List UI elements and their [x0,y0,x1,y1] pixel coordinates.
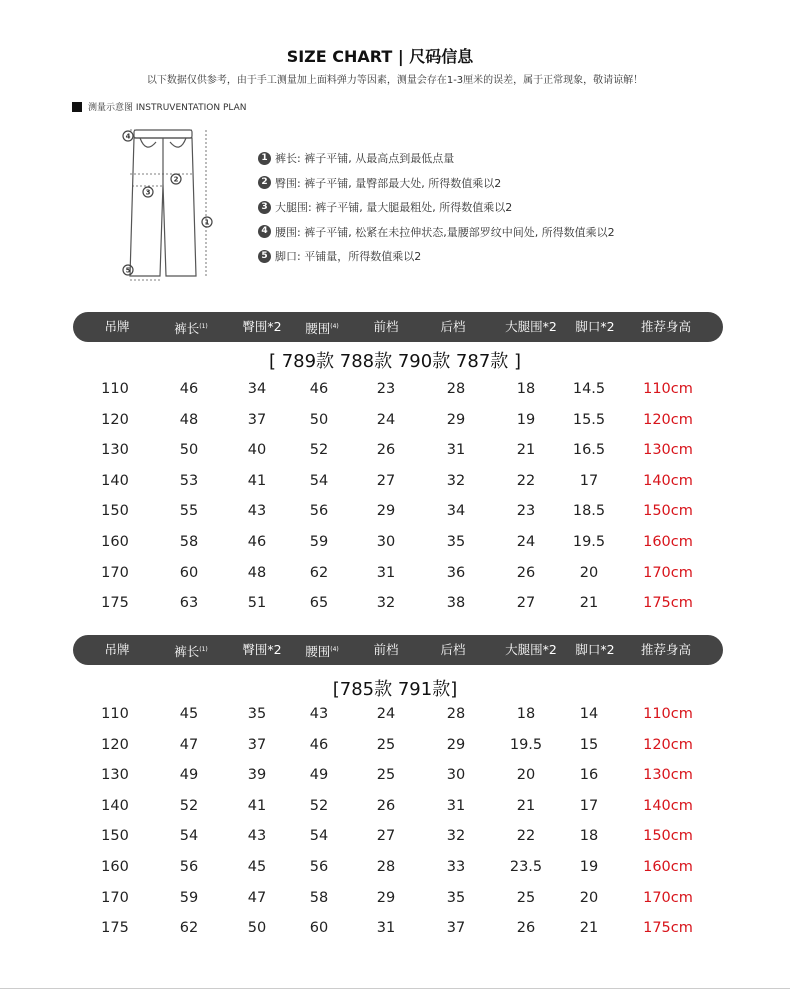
recommended-cell: 170cm [643,889,693,906]
recommended-cell: 130cm [643,767,693,784]
note-text: 腰围: 裤子平铺, 松紧在未拉伸状态,量腰部罗纹中间处, 所得数值乘以2 [275,225,615,239]
back-rise-cell: 37 [446,920,466,937]
recommended-cell: 110cm [643,381,693,397]
number-5-icon: 5 [258,250,271,263]
note-text: 脚口: 平铺量，所得数值乘以2 [275,250,422,264]
front-rise-cell: 28 [376,859,396,875]
hip-cell: 41 [247,472,267,489]
hem-cell: 17 [579,797,599,814]
hem-cell: 14 [579,706,599,722]
recommended-cell: 170cm [643,564,693,581]
note-text: 臀围: 裤子平铺, 量臀部最大处, 所得数值乘以2 [275,176,502,190]
recommended-cell: 150cm [643,503,693,520]
table-row [0,821,790,851]
hip-cell: 47 [247,889,267,906]
bottom-divider [0,988,790,989]
front-rise-cell: 29 [376,503,396,520]
length-cell: 60 [179,564,199,581]
note-item [258,244,615,269]
recommended-cell: 140cm [643,797,693,814]
table-header-2 [73,635,723,665]
front-rise-cell: 26 [376,442,396,459]
tag-cell: 130 [101,767,129,784]
hem-cell: 21 [579,595,599,612]
back-rise-cell: 31 [446,797,466,814]
table-row [0,435,790,465]
header-back-rise: 后档 [440,319,466,334]
front-rise-cell: 27 [376,472,396,489]
table-row [0,527,790,557]
header-hem: 脚口*2 [575,319,615,334]
back-rise-cell: 28 [446,706,466,722]
hem-cell: 16.5 [572,442,606,459]
hip-cell: 48 [247,564,267,581]
length-cell: 54 [179,828,199,845]
tag-cell: 175 [101,595,129,612]
table-row [0,558,790,588]
table-row [0,466,790,496]
front-rise-cell: 27 [376,828,396,845]
header-length: 裤长$^{(1)}$ [174,644,208,660]
thigh-cell: 22 [516,828,536,845]
header-hem: 脚口*2 [575,642,615,657]
hip-cell: 37 [247,411,267,428]
thigh-cell: 24 [516,534,536,550]
front-rise-cell: 30 [376,534,396,550]
hip-cell: 39 [247,767,267,784]
back-rise-cell: 31 [446,442,466,459]
waist-cell: 56 [309,503,329,520]
note-item [258,171,615,196]
tag-cell: 110 [101,706,129,722]
back-rise-cell: 38 [446,595,466,612]
hip-cell: 34 [247,381,267,397]
marker-3: 3 [145,188,151,197]
hem-cell: 21 [579,920,599,937]
recommended-cell: 120cm [643,736,693,753]
header-thigh: 大腿围*2 [505,642,557,657]
tag-cell: 140 [101,472,129,489]
tag-cell: 120 [101,736,129,753]
thigh-cell: 23.5 [509,859,543,875]
back-rise-cell: 35 [446,889,466,906]
pants-diagram-icon [108,124,228,284]
waist-cell: 56 [309,859,329,875]
waist-cell: 59 [309,534,329,550]
front-rise-cell: 31 [376,920,396,937]
recommended-cell: 160cm [643,534,693,550]
table-row [0,791,790,821]
hip-cell: 51 [247,595,267,612]
table-row [0,730,790,760]
thigh-cell: 19.5 [509,736,543,753]
waist-cell: 49 [309,767,329,784]
marker-1: 1 [204,218,210,227]
thigh-cell: 27 [516,595,536,612]
thigh-cell: 21 [516,442,536,459]
length-cell: 47 [179,736,199,753]
marker-5: 5 [125,266,131,275]
thigh-cell: 26 [516,920,536,937]
recommended-cell: 140cm [643,472,693,489]
thigh-cell: 26 [516,564,536,581]
back-rise-cell: 32 [446,828,466,845]
tag-cell: 175 [101,920,129,937]
table-row [0,374,790,404]
length-cell: 63 [179,595,199,612]
thigh-cell: 20 [516,767,536,784]
hip-cell: 37 [247,736,267,753]
hip-cell: 40 [247,442,267,459]
table-header-1 [73,312,723,342]
back-rise-cell: 32 [446,472,466,489]
table-row [0,588,790,618]
length-cell: 46 [179,381,199,397]
front-rise-cell: 25 [376,736,396,753]
hem-cell: 20 [579,564,599,581]
waist-cell: 50 [309,411,329,428]
number-2-icon: 2 [258,176,271,189]
header-length: 裤长$^{(1)}$ [174,321,208,337]
tag-cell: 170 [101,889,129,906]
square-bullet-icon [72,102,82,112]
length-cell: 53 [179,472,199,489]
thigh-cell: 22 [516,472,536,489]
header-waist: 腰围$^{(4)}$ [305,644,339,660]
recommended-cell: 150cm [643,828,693,845]
length-cell: 45 [179,706,199,722]
length-cell: 49 [179,767,199,784]
table-row [0,883,790,913]
waist-cell: 46 [309,381,329,397]
thigh-cell: 19 [516,411,536,428]
table-row [0,405,790,435]
hip-cell: 41 [247,797,267,814]
hip-cell: 46 [247,534,267,550]
length-cell: 56 [179,859,199,875]
note-text: 裤长: 裤子平铺, 从最高点到最低点量 [275,152,455,166]
hem-cell: 16 [579,767,599,784]
back-rise-cell: 35 [446,534,466,550]
header-tag: 吊牌 [104,642,130,657]
hem-cell: 19.5 [572,534,606,550]
hem-cell: 17 [579,472,599,489]
back-rise-cell: 33 [446,859,466,875]
waist-cell: 58 [309,889,329,906]
number-3-icon: 3 [258,201,271,214]
note-text: 大腿围: 裤子平铺, 量大腿最粗处, 所得数值乘以2 [275,201,513,215]
length-cell: 58 [179,534,199,550]
table-row [0,913,790,943]
back-rise-cell: 34 [446,503,466,520]
measurement-notes [258,146,615,269]
recommended-cell: 130cm [643,442,693,459]
front-rise-cell: 26 [376,797,396,814]
hem-cell: 15.5 [572,411,606,428]
tag-cell: 160 [101,534,129,550]
hip-cell: 43 [247,828,267,845]
length-cell: 59 [179,889,199,906]
plan-label [72,100,247,113]
page-title: SIZE CHART | 尺码信息 [286,47,474,66]
disclaimer-text: 以下数据仅供参考，由于手工测量加上面料弹力等因素，测量会存在1-3厘米的误差，属于正常现象，敬请谅解！ [146,75,644,86]
tag-cell: 110 [101,381,129,397]
number-4-icon: 4 [258,225,271,238]
recommended-cell: 160cm [643,859,693,875]
length-cell: 55 [179,503,199,520]
note-item [258,220,615,245]
recommended-cell: 175cm [643,920,693,937]
tag-cell: 160 [101,859,129,875]
waist-cell: 60 [309,920,329,937]
front-rise-cell: 24 [376,706,396,722]
back-rise-cell: 29 [446,411,466,428]
header-waist: 腰围$^{(4)}$ [305,321,339,337]
header-back-rise: 后档 [440,642,466,657]
front-rise-cell: 32 [376,595,396,612]
header-recommended: 推荐身高 [640,319,692,334]
waist-cell: 54 [309,828,329,845]
tag-cell: 150 [101,828,129,845]
length-cell: 50 [179,442,199,459]
recommended-cell: 175cm [643,595,693,612]
waist-cell: 62 [309,564,329,581]
hip-cell: 50 [247,920,267,937]
back-rise-cell: 28 [446,381,466,397]
recommended-cell: 110cm [643,706,693,722]
hip-cell: 35 [247,706,267,722]
tag-cell: 170 [101,564,129,581]
back-rise-cell: 29 [446,736,466,753]
back-rise-cell: 30 [446,767,466,784]
models-label-1: [ 789款 788款 790款 787款 ] [268,351,522,372]
hem-cell: 18 [579,828,599,845]
header-hip: 臀围*2 [242,319,282,334]
waist-cell: 52 [309,797,329,814]
waist-cell: 52 [309,442,329,459]
number-1-icon: 1 [258,152,271,165]
marker-4: 4 [125,132,131,141]
hem-cell: 18.5 [572,503,606,520]
thigh-cell: 23 [516,503,536,520]
tag-cell: 140 [101,797,129,814]
front-rise-cell: 23 [376,381,396,397]
tag-cell: 120 [101,411,129,428]
front-rise-cell: 24 [376,411,396,428]
header-hip: 臀围*2 [242,642,282,657]
marker-2: 2 [173,175,179,184]
table-row [0,699,790,729]
header-tag: 吊牌 [104,319,130,334]
waist-cell: 46 [309,736,329,753]
back-rise-cell: 36 [446,564,466,581]
table-row [0,760,790,790]
thigh-cell: 21 [516,797,536,814]
header-front-rise: 前档 [373,642,399,657]
front-rise-cell: 31 [376,564,396,581]
thigh-cell: 18 [516,706,536,722]
hem-cell: 14.5 [572,381,606,397]
table-row [0,496,790,526]
recommended-cell: 120cm [643,411,693,428]
length-cell: 62 [179,920,199,937]
header-front-rise: 前档 [373,319,399,334]
note-item [258,146,615,171]
front-rise-cell: 29 [376,889,396,906]
tag-cell: 150 [101,503,129,520]
hem-cell: 15 [579,736,599,753]
tag-cell: 130 [101,442,129,459]
header-thigh: 大腿围*2 [505,319,557,334]
header-recommended: 推荐身高 [640,642,692,657]
hem-cell: 19 [579,859,599,875]
waist-cell: 54 [309,472,329,489]
hem-cell: 20 [579,889,599,906]
waist-cell: 65 [309,595,329,612]
table-row [0,852,790,882]
hip-cell: 43 [247,503,267,520]
hip-cell: 45 [247,859,267,875]
length-cell: 52 [179,797,199,814]
length-cell: 48 [179,411,199,428]
thigh-cell: 18 [516,381,536,397]
waist-cell: 43 [309,706,329,722]
note-item [258,195,615,220]
models-label-2: [785款 791款] [332,679,458,700]
front-rise-cell: 25 [376,767,396,784]
plan-label-text: 测量示意图 INSTRUVENTATION PLAN [88,103,247,113]
thigh-cell: 25 [516,889,536,906]
